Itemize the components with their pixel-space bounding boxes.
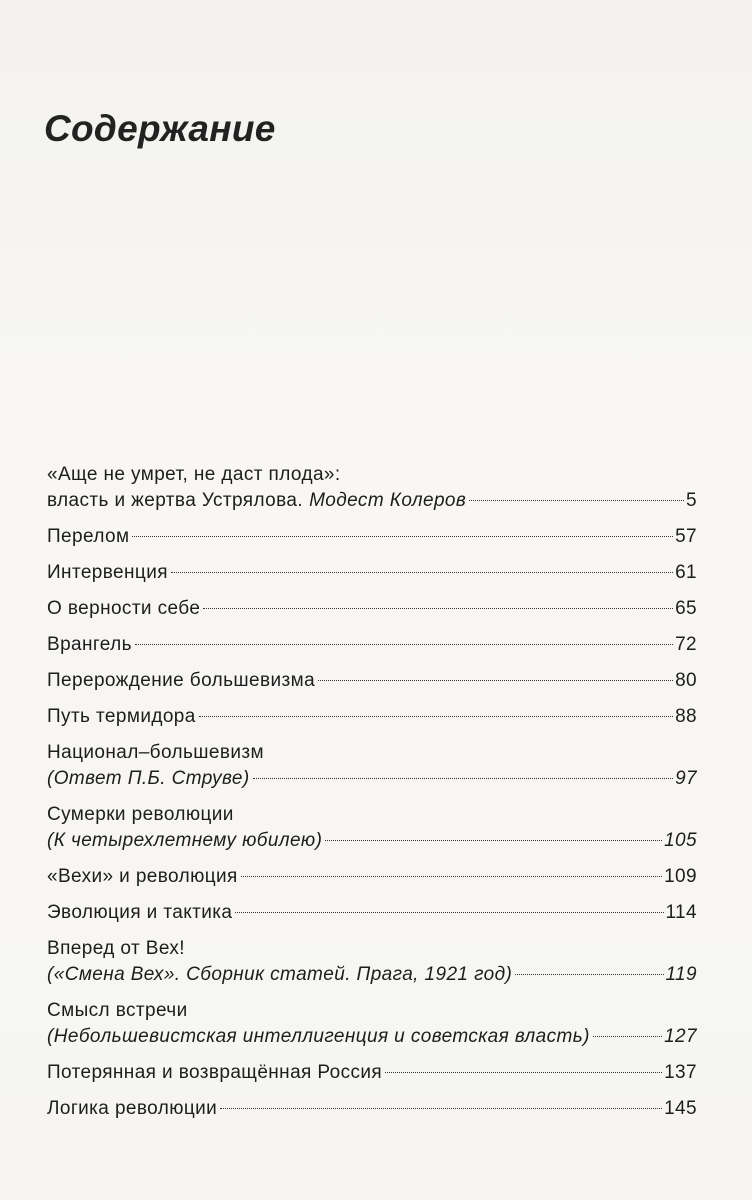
toc-page-number: 80: [675, 670, 697, 691]
toc-entry: [47, 1096, 697, 1122]
toc-entry-title: Перелом: [47, 526, 130, 547]
toc-entry-title: О верности себе: [47, 598, 201, 619]
page-title: Содержание: [44, 108, 276, 149]
toc-entry-title: власть и жертва Устрялова.: [47, 490, 304, 511]
toc-entry-title: (К четырехлетнему юбилею): [47, 830, 323, 851]
toc-entry: [47, 632, 697, 658]
toc-page-number: 114: [665, 902, 697, 923]
toc-entry-title-line: Сумерки революции: [47, 804, 234, 825]
toc-entry-title: Врангель: [47, 634, 132, 655]
toc-page-number: 97: [675, 768, 697, 789]
toc-entry: [47, 998, 697, 1050]
toc-entry-title-line: «Аще не умрет, не даст плода»:: [47, 464, 341, 485]
toc-entry-title: Перерождение большевизма: [47, 670, 316, 691]
toc-entry-title: Путь термидора: [47, 706, 196, 727]
toc-page-number: 137: [664, 1062, 697, 1083]
dot-leader: [241, 876, 662, 877]
toc-entry: [47, 462, 697, 514]
toc-entry: [47, 524, 697, 550]
toc-entry: [47, 936, 697, 988]
dot-leader: [171, 572, 673, 573]
toc-entry-title: Эволюция и тактика: [47, 902, 233, 923]
toc-page-number: 72: [675, 634, 697, 655]
toc-page-number: 119: [665, 964, 697, 985]
dot-leader: [469, 500, 684, 501]
toc-entry: [47, 704, 697, 730]
toc-page-number: 57: [675, 526, 697, 547]
dot-leader: [132, 536, 673, 537]
toc-entry: [47, 668, 697, 694]
toc-entry: [47, 1060, 697, 1086]
toc-entry-title: («Смена Вех». Сборник статей. Прага, 1921 год): [47, 964, 513, 985]
toc-page-number: 61: [675, 562, 697, 583]
toc-entry-title: (Небольшевистская интеллигенция и советская власть): [47, 1026, 590, 1047]
toc-entry: [47, 596, 697, 622]
toc-entry-author: Модест Колеров: [309, 490, 467, 511]
dot-leader: [253, 778, 673, 779]
dot-leader: [318, 680, 673, 681]
toc-entry: [47, 900, 697, 926]
toc-page-number: 65: [675, 598, 697, 619]
toc-page-number: 127: [664, 1026, 697, 1047]
dot-leader: [593, 1036, 662, 1037]
toc-entry-title: Интервенция: [47, 562, 168, 583]
dot-leader: [220, 1108, 662, 1109]
toc-entry: [47, 560, 697, 586]
dot-leader: [135, 644, 673, 645]
toc-page-number: 88: [675, 706, 697, 727]
toc-entry: [47, 864, 697, 890]
toc-entry: [47, 740, 697, 792]
toc-page-number: 145: [664, 1098, 697, 1119]
dot-leader: [235, 912, 663, 913]
toc-entry-title: (Ответ П.Б. Струве): [47, 768, 250, 789]
toc-page-number: 105: [664, 830, 697, 851]
table-of-contents: [47, 462, 697, 1132]
toc-page-number: 109: [664, 866, 697, 887]
toc-page-number: 5: [686, 490, 697, 511]
dot-leader: [199, 716, 673, 717]
dot-leader: [203, 608, 673, 609]
toc-entry: [47, 802, 697, 854]
dot-leader: [325, 840, 662, 841]
toc-entry-title-line: Смысл встречи: [47, 1000, 188, 1021]
dot-leader: [385, 1072, 662, 1073]
toc-entry-title-line: Вперед от Вех!: [47, 938, 185, 959]
toc-entry-title: «Вехи» и революция: [47, 866, 238, 887]
toc-entry-title: Логика революции: [47, 1098, 218, 1119]
dot-leader: [515, 974, 663, 975]
toc-entry-title: Потерянная и возвращённая Россия: [47, 1062, 383, 1083]
toc-entry-title-line: Национал–большевизм: [47, 742, 264, 763]
